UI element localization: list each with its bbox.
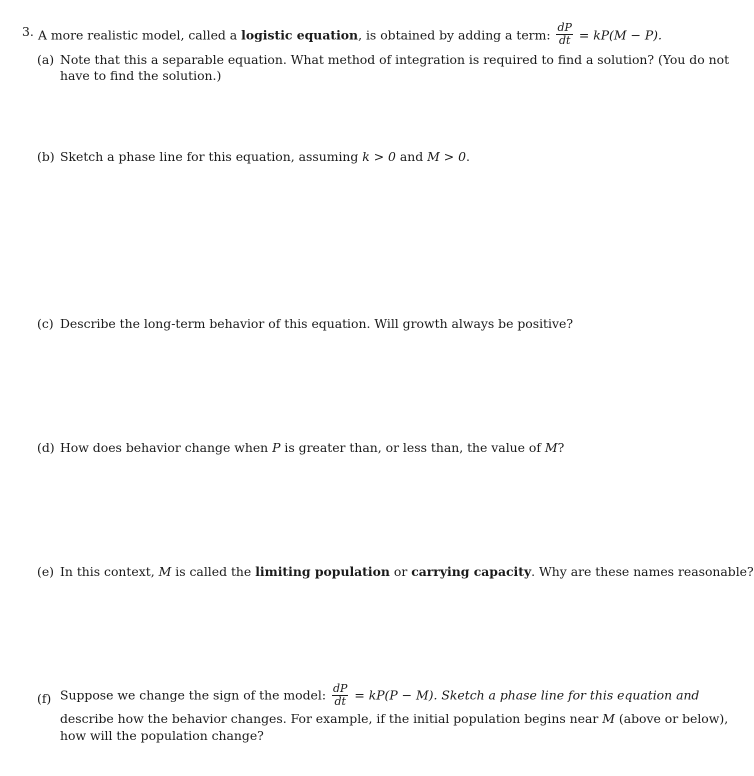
part-f-line2-text: describe how the behavior changes. For example, if the initial population begins near bbox=[60, 711, 599, 726]
or-word: or bbox=[393, 564, 408, 579]
intro-text: A more realistic model, called a bbox=[38, 27, 238, 43]
fraction-denominator: dt bbox=[558, 33, 571, 47]
part-f-line2 bbox=[60, 711, 728, 726]
part-c-label: (c) bbox=[37, 316, 54, 331]
question-intro bbox=[38, 21, 662, 48]
part-e-text-c: . Why are these names reasonable? bbox=[531, 564, 754, 579]
part-e-text bbox=[60, 564, 754, 579]
part-a-label: (a) bbox=[37, 52, 55, 67]
part-d-text-a: How does behavior change when bbox=[60, 440, 269, 455]
var-p: P bbox=[272, 440, 281, 455]
equation-rhs: = kP(M − P). bbox=[578, 27, 662, 43]
fraction-numerator: dP bbox=[332, 682, 348, 695]
part-f-text-a: Suppose we change the sign of the model: bbox=[60, 687, 327, 703]
part-e-text-b: is called the bbox=[175, 564, 252, 579]
var-m: M bbox=[544, 440, 558, 455]
question-number: 3. bbox=[22, 24, 34, 39]
var-m: M bbox=[158, 564, 172, 579]
fraction-numerator: dP bbox=[557, 21, 572, 34]
part-b-text-main: Sketch a phase line for this equation, assuming bbox=[60, 149, 359, 164]
part-c-text: Describe the long-term behavior of this equation. Will growth always be positive? bbox=[60, 316, 573, 331]
part-f-line3: how will the population change? bbox=[60, 728, 264, 743]
part-b-text bbox=[60, 149, 470, 164]
carrying-capacity-term: carrying capacity bbox=[411, 564, 532, 579]
part-d-text bbox=[60, 440, 564, 455]
part-a-line2: have to find the solution.) bbox=[60, 68, 222, 83]
fraction-denominator: dt bbox=[334, 694, 346, 708]
part-b-label: (b) bbox=[37, 149, 55, 164]
part-d-label: (d) bbox=[37, 440, 55, 455]
intro-text-cont: , is obtained by adding a term: bbox=[358, 27, 551, 43]
part-f-line2-end: (above or below), bbox=[618, 711, 729, 726]
part-f-line1 bbox=[60, 684, 699, 708]
condition-m: M > 0 bbox=[427, 149, 466, 164]
part-e-text-a: In this context, bbox=[60, 564, 155, 579]
derivative-fraction bbox=[332, 683, 348, 707]
var-m: M bbox=[602, 711, 615, 726]
part-d-text-b: is greater than, or less than, the value of bbox=[284, 440, 541, 455]
part-f-equation-rhs: = kP(P − M). Sketch a phase line for this equation and bbox=[354, 687, 700, 703]
derivative-fraction bbox=[556, 22, 572, 46]
logistic-equation-term: logistic equation bbox=[241, 27, 359, 43]
and-word: and bbox=[399, 149, 424, 164]
question-mark: ? bbox=[557, 440, 565, 455]
condition-k: k > 0 bbox=[362, 149, 396, 164]
limiting-population-term: limiting population bbox=[255, 564, 390, 579]
part-f-label: (f) bbox=[37, 691, 52, 706]
part-e-label: (e) bbox=[37, 564, 55, 579]
part-a-line1: Note that this a separable equation. What method of integration is required to find a solution? (You do not bbox=[60, 52, 730, 67]
period: . bbox=[466, 149, 470, 164]
